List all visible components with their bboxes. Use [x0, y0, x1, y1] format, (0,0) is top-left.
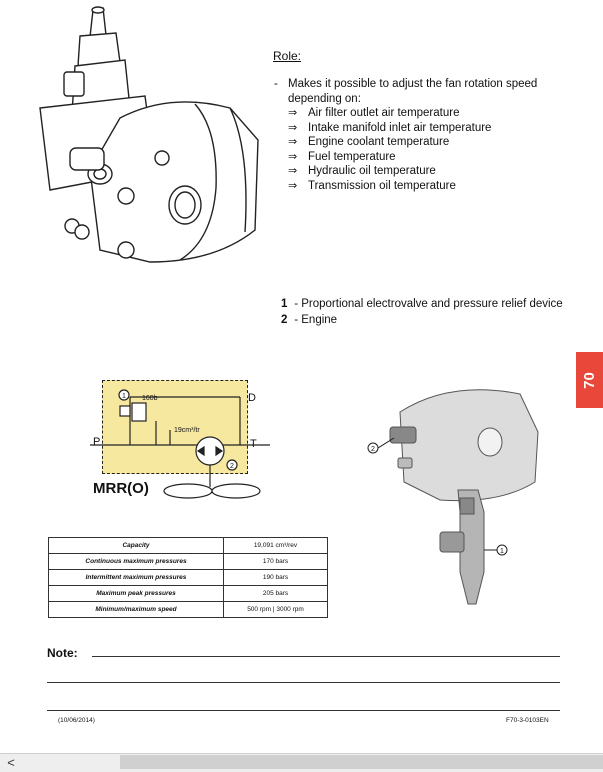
photo-callout-1: 1	[500, 548, 504, 555]
list-item: ⇒ Transmission oil temperature	[288, 179, 456, 192]
label-d: D	[248, 392, 256, 404]
list-item: ⇒ Fuel temperature	[288, 150, 396, 163]
role-intro-row	[274, 77, 568, 106]
arrow-icon: ⇒	[288, 121, 298, 134]
table-row: Minimum/maximum speed 500 rpm | 3000 rpm	[49, 602, 328, 618]
arrow-icon: ⇒	[288, 150, 298, 163]
legend-item: 2 - Engine	[281, 314, 338, 326]
diagram-title: MRR(O)	[93, 480, 149, 497]
callout-2: 2	[230, 463, 234, 470]
table-row: Intermittent maximum pressures 190 bars	[49, 570, 328, 586]
pump-photo	[360, 372, 560, 607]
role-title: Role:	[273, 49, 302, 63]
note-line	[47, 710, 560, 711]
arrow-icon: ⇒	[288, 107, 298, 119]
role-intro: Makes it possible to adjust the fan rotation speed depending on:	[288, 78, 538, 105]
role-dash: -	[274, 78, 278, 90]
section-tab[interactable]: 70	[576, 352, 603, 408]
arrow-icon: ⇒	[288, 179, 298, 192]
note-line	[92, 656, 560, 657]
label-p: P	[93, 436, 101, 448]
list-item: ⇒ Air filter outlet air temperature	[288, 107, 460, 119]
pump-illustration	[30, 0, 270, 290]
table-row: Maximum peak pressures 205 bars	[49, 586, 328, 602]
footer-reference: F70-3-0103EN	[506, 717, 549, 724]
role-items	[288, 106, 568, 193]
pressure-label: 160b	[142, 395, 158, 402]
list-item: ⇒ Intake manifold inlet air temperature	[288, 121, 492, 134]
note-label: Note:	[47, 646, 78, 660]
spec-table	[48, 537, 328, 618]
photo-callout-2: 2	[371, 446, 375, 453]
legend	[281, 296, 563, 328]
list-item: ⇒ Hydraulic oil temperature	[288, 165, 436, 177]
role-list	[274, 77, 568, 193]
arrow-icon: ⇒	[288, 136, 298, 148]
legend-item: 1 - Proportional electrovalve and pressure relief device	[281, 298, 563, 310]
scrollbar-thumb[interactable]	[120, 755, 603, 769]
note-line	[47, 682, 560, 683]
scroll-left-icon[interactable]: <	[7, 754, 15, 770]
list-item: ⇒ Engine coolant temperature	[288, 136, 450, 148]
arrow-icon: ⇒	[288, 165, 298, 177]
label-t: T	[250, 438, 257, 450]
callout-1: 1	[122, 393, 126, 400]
table-row: Continuous maximum pressures 170 bars	[49, 554, 328, 570]
displacement-label: 19cm³/tr	[174, 427, 200, 434]
table-row: Capacity 19,091 cm³/rev	[49, 538, 328, 554]
footer-date: (10/06/2014)	[58, 717, 95, 724]
